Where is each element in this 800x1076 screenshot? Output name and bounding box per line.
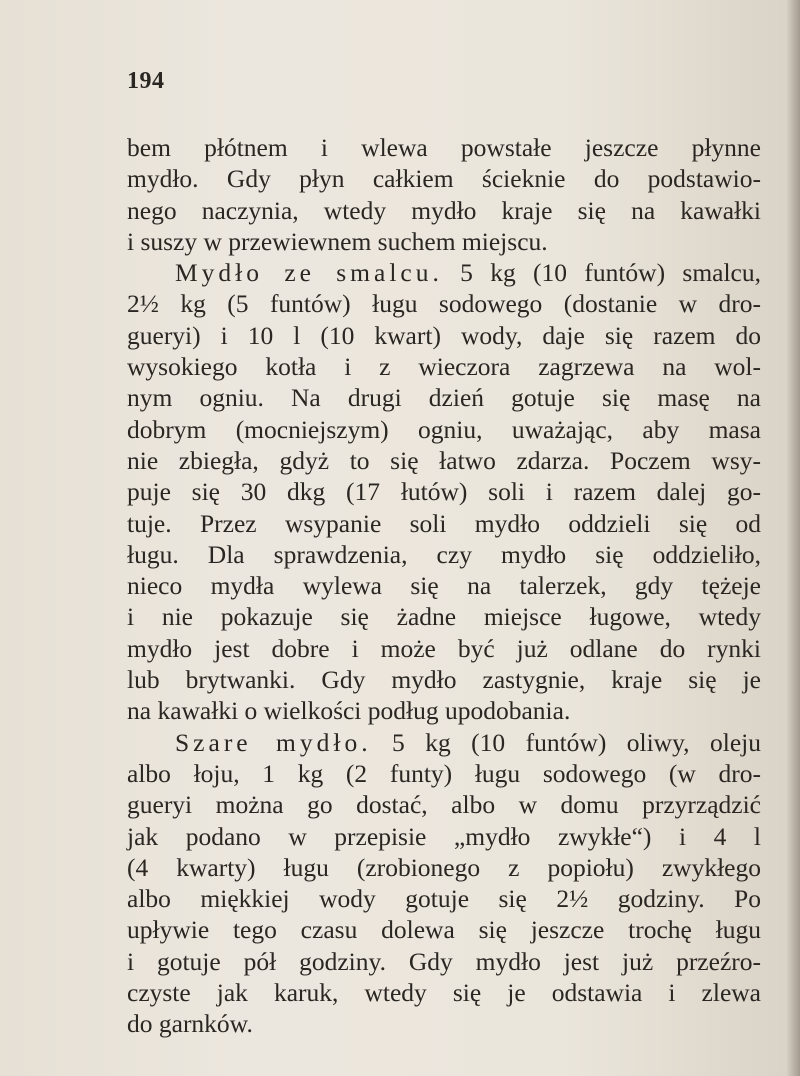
page-number: 194 — [127, 68, 165, 94]
text-fragment: 5 kg (10 funtów) oliwy, oleju — [371, 727, 761, 757]
text-line: nie zbiegła, gdyż to się łatwo zdarza. Poczem wsy- — [127, 445, 761, 475]
text-line: mydło jest dobre i może być już odlane do rynki — [127, 633, 761, 663]
text-line: dobrym (mocniejszym) ogniu, uważając, aby masa — [127, 414, 761, 444]
recipe-heading-lard-soap: Mydło ze smalcu. — [175, 258, 443, 288]
text-line: nym ogniu. Na drugi dzień gotuje się masę na — [127, 383, 761, 413]
text-line: ługu. Dla sprawdzenia, czy mydło się oddzieliło, — [127, 539, 761, 569]
text-line: mydło. Gdy płyn całkiem ścieknie do podstawio- — [127, 164, 761, 194]
text-line — [127, 727, 761, 758]
text-line: upływie tego czasu dolewa się jeszcze trochę ługu — [127, 915, 761, 945]
text-line: puje się 30 dkg (17 łutów) soli i razem dalej go- — [127, 477, 761, 507]
text-fragment: 5 kg (10 funtów) smalcu, — [442, 258, 761, 288]
recipe-heading-grey-soap: Szare mydło. — [175, 727, 372, 757]
text-line: wysokiego kotła i z wieczora zagrzewa na wol- — [127, 352, 761, 382]
text-line — [127, 257, 761, 288]
text-line: bem płótnem i wlewa powstałe jeszcze płynne — [127, 133, 761, 162]
text-line: 2½ kg (5 funtów) ługu sodowego (dostanie w dro- — [127, 289, 761, 319]
text-line: lub brytwanki. Gdy mydło zastygnie, kraje się je — [127, 665, 761, 695]
text-line: gueryi można go dostać, albo w domu przyrządzić — [127, 790, 761, 820]
text-line: i suszy w przewiewnem suchem miejscu. — [127, 226, 548, 256]
text-line: albo łoju, 1 kg (2 funty) ługu sodowego (w dro- — [127, 758, 761, 788]
text-line: i gotuje pół godziny. Gdy mydło jest już przeźro- — [127, 946, 761, 976]
page-edge-shadow — [786, 0, 800, 1076]
text-line: tuje. Przez wsypanie soli mydło oddzieli się od — [127, 508, 761, 538]
text-line: albo miękkiej wody gotuje się 2½ godziny. Po — [127, 884, 761, 914]
text-line: jak podano w przepisie „mydło zwykłe“) i 4 l — [127, 821, 761, 851]
text-line: nego naczynia, wtedy mydło kraje się na kawałki — [127, 195, 761, 225]
text-line: i nie pokazuje się żadne miejsce ługowe, wtedy — [127, 602, 761, 632]
text-line: na kawałki o wielkości podług upodobania. — [127, 696, 571, 726]
text-line: (4 kwarty) ługu (zrobionego z popiołu) zwykłego — [127, 852, 761, 882]
page-text — [127, 132, 761, 1040]
text-line: nieco mydła wylewa się na talerzek, gdy tężeje — [127, 571, 761, 601]
text-line: gueryi) i 10 l (10 kwart) wody, daje się razem do — [127, 320, 761, 350]
text-line: do garnków. — [127, 1009, 253, 1039]
text-line: czyste jak karuk, wtedy się je odstawia i zlewa — [127, 978, 761, 1008]
